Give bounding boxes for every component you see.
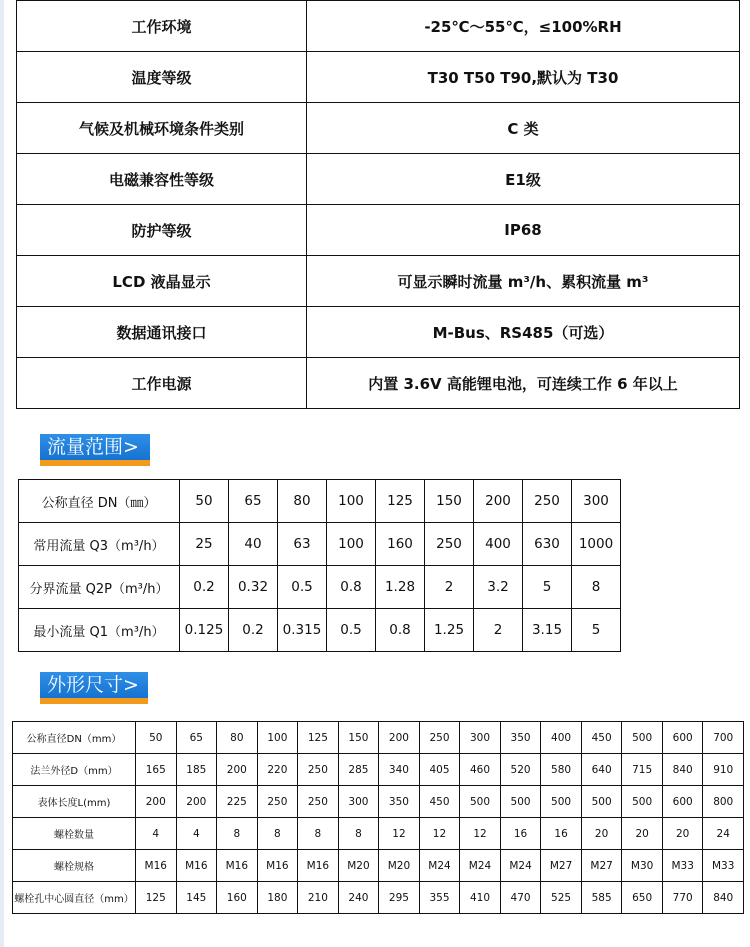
dim-cell: 300: [338, 786, 379, 818]
dim-cell: 500: [500, 786, 541, 818]
dim-cell: 910: [703, 754, 744, 786]
dim-cell: M30: [622, 850, 663, 882]
dim-cell: 600: [662, 722, 703, 754]
flow-cell: 400: [474, 523, 523, 566]
flow-cell: 3.15: [523, 609, 572, 652]
flow-cell: 0.315: [278, 609, 327, 652]
dim-cell: 165: [136, 754, 177, 786]
flow-range-title: 流量范围>: [47, 436, 139, 458]
dim-cell: 285: [338, 754, 379, 786]
dim-cell: 145: [176, 882, 217, 914]
dim-cell: 150: [338, 722, 379, 754]
spec-table: [16, 0, 740, 409]
dim-row-label: 法兰外径D（mm）: [13, 754, 136, 786]
dim-cell: 200: [176, 786, 217, 818]
dim-cell: 405: [419, 754, 460, 786]
flow-cell: 630: [523, 523, 572, 566]
dim-cell: M33: [703, 850, 744, 882]
dim-cell: 200: [217, 754, 258, 786]
flow-cell: 0.32: [229, 566, 278, 609]
dim-cell: 410: [460, 882, 501, 914]
spec-value: C 类: [307, 103, 740, 154]
spec-label: 工作环境: [17, 1, 307, 52]
dim-cell: 715: [622, 754, 663, 786]
dim-cell: 200: [136, 786, 177, 818]
dim-cell: 650: [622, 882, 663, 914]
dim-cell: M33: [662, 850, 703, 882]
dim-cell: 520: [500, 754, 541, 786]
dim-row: [13, 786, 744, 818]
spec-row: [17, 1, 740, 52]
flow-row: [19, 480, 621, 523]
dim-cell: 160: [217, 882, 258, 914]
dim-cell: 250: [298, 786, 339, 818]
dim-row: [13, 882, 744, 914]
dim-cell: 12: [419, 818, 460, 850]
dim-cell: 700: [703, 722, 744, 754]
flow-row-label: 分界流量 Q2P（m³/h）: [19, 566, 180, 609]
spec-label: 数据通讯接口: [17, 307, 307, 358]
flow-cell: 100: [327, 523, 376, 566]
spec-row: [17, 103, 740, 154]
flow-cell: 100: [327, 480, 376, 523]
dim-cell: 450: [419, 786, 460, 818]
dim-cell: 600: [662, 786, 703, 818]
dim-row: [13, 754, 744, 786]
dimensions-title: 外形尺寸>: [47, 674, 139, 696]
flow-cell: 65: [229, 480, 278, 523]
spec-label: LCD 液晶显示: [17, 256, 307, 307]
dim-cell: 500: [622, 722, 663, 754]
dim-row: [13, 850, 744, 882]
dim-cell: 16: [500, 818, 541, 850]
flow-cell: 0.8: [376, 609, 425, 652]
spec-row: [17, 358, 740, 409]
dim-cell: M24: [460, 850, 501, 882]
spec-row: [17, 256, 740, 307]
dim-cell: 525: [541, 882, 582, 914]
dim-cell: 640: [581, 754, 622, 786]
spec-value: M-Bus、RS485（可选）: [307, 307, 740, 358]
flow-cell: 50: [180, 480, 229, 523]
dim-cell: 500: [541, 786, 582, 818]
spec-row: [17, 307, 740, 358]
dim-cell: 355: [419, 882, 460, 914]
flow-range-table: [18, 479, 621, 652]
flow-cell: 125: [376, 480, 425, 523]
dim-cell: 50: [136, 722, 177, 754]
dim-cell: M16: [298, 850, 339, 882]
dim-cell: 125: [136, 882, 177, 914]
spec-label: 防护等级: [17, 205, 307, 256]
dim-cell: M16: [176, 850, 217, 882]
dim-cell: 80: [217, 722, 258, 754]
flow-cell: 3.2: [474, 566, 523, 609]
flow-row-label: 公称直径 DN（㎜）: [19, 480, 180, 523]
dim-cell: 8: [298, 818, 339, 850]
dim-cell: 500: [460, 786, 501, 818]
dimensions-table: [12, 721, 744, 914]
dim-cell: 350: [500, 722, 541, 754]
dim-cell: 12: [460, 818, 501, 850]
flow-cell: 160: [376, 523, 425, 566]
dim-cell: 12: [379, 818, 420, 850]
spec-label: 气候及机械环境条件类别: [17, 103, 307, 154]
dim-cell: 450: [581, 722, 622, 754]
dim-cell: 460: [460, 754, 501, 786]
spec-value: E1级: [307, 154, 740, 205]
dim-cell: 585: [581, 882, 622, 914]
flow-row-label: 常用流量 Q3（m³/h）: [19, 523, 180, 566]
dim-cell: 200: [379, 722, 420, 754]
flow-row: [19, 523, 621, 566]
dim-row-label: 表体长度L(mm): [13, 786, 136, 818]
flow-cell: 300: [572, 480, 621, 523]
dim-cell: 225: [217, 786, 258, 818]
dim-row: [13, 818, 744, 850]
dim-row: [13, 722, 744, 754]
dim-cell: 800: [703, 786, 744, 818]
dim-cell: M16: [136, 850, 177, 882]
dim-cell: 840: [662, 754, 703, 786]
flow-cell: 1000: [572, 523, 621, 566]
spec-row: [17, 205, 740, 256]
dim-cell: 770: [662, 882, 703, 914]
dim-cell: 24: [703, 818, 744, 850]
dim-cell: 400: [541, 722, 582, 754]
dim-cell: M20: [338, 850, 379, 882]
dim-cell: 500: [581, 786, 622, 818]
flow-cell: 40: [229, 523, 278, 566]
dim-cell: 16: [541, 818, 582, 850]
dim-cell: 340: [379, 754, 420, 786]
dim-cell: 470: [500, 882, 541, 914]
dim-cell: 240: [338, 882, 379, 914]
page-edge-strip: [0, 0, 4, 947]
dim-cell: 8: [338, 818, 379, 850]
flow-cell: 2: [425, 566, 474, 609]
dimensions-banner: [40, 672, 148, 698]
dim-cell: 4: [176, 818, 217, 850]
dim-cell: 8: [217, 818, 258, 850]
spec-value: IP68: [307, 205, 740, 256]
dim-cell: 840: [703, 882, 744, 914]
dim-cell: 8: [257, 818, 298, 850]
dim-cell: 125: [298, 722, 339, 754]
flow-cell: 150: [425, 480, 474, 523]
spec-value: T30 T50 T90,默认为 T30: [307, 52, 740, 103]
spec-value: 可显示瞬时流量 m³/h、累积流量 m³: [307, 256, 740, 307]
flow-row-label: 最小流量 Q1（m³/h）: [19, 609, 180, 652]
dim-cell: 500: [622, 786, 663, 818]
flow-cell: 1.25: [425, 609, 474, 652]
dim-cell: M27: [581, 850, 622, 882]
spec-value: -25℃～55℃，≤100%RH: [307, 1, 740, 52]
dim-cell: 300: [460, 722, 501, 754]
flow-cell: 1.28: [376, 566, 425, 609]
dim-cell: 20: [662, 818, 703, 850]
flow-cell: 0.8: [327, 566, 376, 609]
dim-cell: 250: [257, 786, 298, 818]
flow-cell: 5: [523, 566, 572, 609]
banner-underline: [40, 698, 148, 704]
dim-cell: 220: [257, 754, 298, 786]
flow-cell: 0.2: [229, 609, 278, 652]
dim-cell: 580: [541, 754, 582, 786]
dim-cell: M20: [379, 850, 420, 882]
flow-cell: 2: [474, 609, 523, 652]
flow-cell: 0.125: [180, 609, 229, 652]
dim-cell: 350: [379, 786, 420, 818]
flow-cell: 25: [180, 523, 229, 566]
flow-row: [19, 609, 621, 652]
flow-cell: 63: [278, 523, 327, 566]
spec-label: 电磁兼容性等级: [17, 154, 307, 205]
flow-row: [19, 566, 621, 609]
flow-cell: 250: [523, 480, 572, 523]
dim-row-label: 螺栓规格: [13, 850, 136, 882]
flow-cell: 8: [572, 566, 621, 609]
dim-cell: 100: [257, 722, 298, 754]
dim-cell: 20: [581, 818, 622, 850]
spec-row: [17, 52, 740, 103]
dim-cell: 295: [379, 882, 420, 914]
dim-row-label: 螺栓数量: [13, 818, 136, 850]
dim-cell: M16: [217, 850, 258, 882]
flow-cell: 0.5: [327, 609, 376, 652]
flow-range-banner: [40, 434, 150, 460]
flow-cell: 80: [278, 480, 327, 523]
dim-cell: 4: [136, 818, 177, 850]
flow-cell: 0.2: [180, 566, 229, 609]
spec-label: 温度等级: [17, 52, 307, 103]
flow-cell: 200: [474, 480, 523, 523]
flow-cell: 0.5: [278, 566, 327, 609]
dim-cell: 210: [298, 882, 339, 914]
dim-cell: 65: [176, 722, 217, 754]
spec-label: 工作电源: [17, 358, 307, 409]
dim-cell: 185: [176, 754, 217, 786]
flow-cell: 5: [572, 609, 621, 652]
dim-cell: M24: [419, 850, 460, 882]
spec-row: [17, 154, 740, 205]
dim-cell: 180: [257, 882, 298, 914]
dim-cell: 250: [298, 754, 339, 786]
dim-cell: 250: [419, 722, 460, 754]
spec-value: 内置 3.6V 高能锂电池，可连续工作 6 年以上: [307, 358, 740, 409]
banner-underline: [40, 460, 150, 466]
dim-row-label: 螺栓孔中心圆直径（mm）: [13, 882, 136, 914]
dim-cell: M24: [500, 850, 541, 882]
dim-row-label: 公称直径DN（mm）: [13, 722, 136, 754]
dim-cell: M16: [257, 850, 298, 882]
flow-cell: 250: [425, 523, 474, 566]
dim-cell: 20: [622, 818, 663, 850]
dim-cell: M27: [541, 850, 582, 882]
